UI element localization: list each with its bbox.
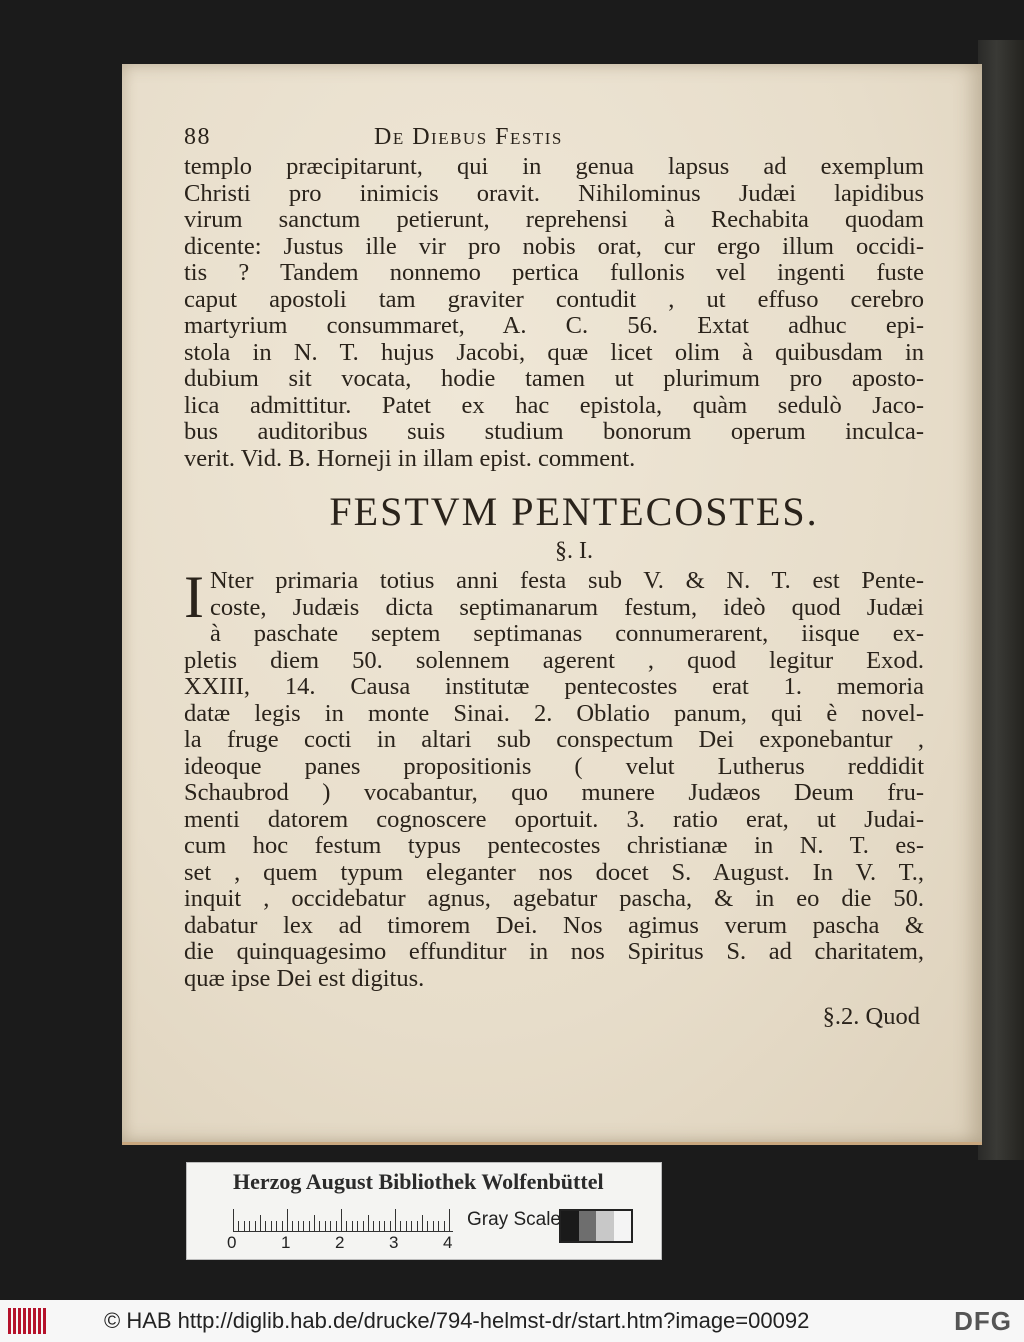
text-line: XXIII, 14. Causa institutæ pentecostes erat 1. memoria xyxy=(184,673,924,700)
running-head-title: De Diebus Festis xyxy=(374,124,563,150)
footer-copyright-link[interactable]: © HAB http://diglib.hab.de/drucke/794-helmst-dr/start.htm?image=00092 xyxy=(104,1308,810,1333)
ruler-tick xyxy=(406,1221,407,1231)
ruler-tick xyxy=(357,1221,358,1231)
text-line: dubium sit vocata, hodie tamen ut plurimum pro aposto- xyxy=(184,365,924,392)
text-line: la fruge cocti in altari sub conspectum Dei exponebantur , xyxy=(184,726,924,753)
text-line: Schaubrod ) vocabantur, quo munere Judæos Deum fru- xyxy=(184,779,924,806)
text-line: quæ ipse Dei est digitus. xyxy=(184,964,425,992)
ruler-tick xyxy=(346,1221,347,1231)
text-line: ideoque panes propositionis ( velut Lutherus reddidit xyxy=(184,752,924,780)
ruler-number: 4 xyxy=(443,1233,453,1252)
text-line: set , quem typum eleganter nos docet S. August. In V. T., xyxy=(184,858,924,886)
gray-swatch xyxy=(579,1211,597,1241)
ruler-tick xyxy=(255,1221,256,1231)
page-text xyxy=(184,120,924,1031)
text-line: datæ legis in monte Sinai. 2. Oblatio panum, qui è novel- xyxy=(184,699,924,727)
text-line: stola in N. T. hujus Jacobi, quæ licet olim à quibusdam in xyxy=(184,338,924,366)
text-line: die quinquagesimo effunditur in nos Spiritus S. ad charitatem, xyxy=(184,938,924,965)
ruler-tick xyxy=(303,1221,304,1231)
ruler-tick xyxy=(390,1221,391,1231)
drop-initial: I xyxy=(184,564,204,630)
ruler-tick xyxy=(319,1221,320,1231)
ruler-tick xyxy=(352,1221,353,1231)
gray-swatch xyxy=(561,1211,579,1241)
ruler-tick xyxy=(330,1221,331,1231)
text-line: Nter primaria totius anni festa sub V. & N. T. est Pente- xyxy=(209,567,924,594)
ruler-numbers xyxy=(227,1233,467,1253)
text-line: tis ? Tandem nonnemo pertica fullonis vel ingenti fuste xyxy=(184,259,924,286)
running-head xyxy=(184,120,924,154)
text-line: martyrium consummaret, A. C. 56. Extat adhuc epi- xyxy=(184,312,924,339)
gray-scale-label: Gray Scale xyxy=(467,1209,561,1230)
ruler-tick xyxy=(265,1221,266,1231)
text-line: pletis diem 50. solennem agerent , quod legitur Exod. xyxy=(184,646,924,674)
ruler-tick xyxy=(282,1221,283,1231)
ruler-number: 1 xyxy=(281,1233,291,1252)
ruler-tick xyxy=(325,1221,326,1231)
ruler-tick xyxy=(444,1221,445,1231)
ruler-tick xyxy=(368,1215,369,1231)
ruler-tick xyxy=(233,1209,234,1231)
text-line: coste, Judæis dicta septimanarum festum, ideò quod Judæi xyxy=(209,593,924,621)
ruler-tick xyxy=(373,1221,374,1231)
ruler-tick xyxy=(336,1221,337,1231)
ruler-tick xyxy=(260,1215,261,1231)
book-binding xyxy=(978,40,1024,1160)
gray-swatch xyxy=(596,1211,614,1241)
catchword: §.2. Quod xyxy=(822,1003,920,1030)
library-name: Herzog August Bibliothek Wolfenbüttel xyxy=(233,1169,604,1194)
text-line: à paschate septem septimanas connumerarent, iisque ex- xyxy=(209,620,924,647)
text-line: Christi pro inimicis oravit. Nihilominus Judæi lapidibus xyxy=(184,179,924,207)
ruler-tick xyxy=(395,1209,396,1231)
dfg-logo: DFG xyxy=(954,1306,1012,1336)
ruler-tick xyxy=(449,1209,450,1231)
ruler-tick xyxy=(314,1215,315,1231)
ruler-tick xyxy=(276,1221,277,1231)
section-title: FESTVM PENTECOSTES. xyxy=(329,489,819,534)
text-line: bus auditoribus suis studium bonorum operum inculca- xyxy=(184,418,924,445)
ruler-tick xyxy=(309,1221,310,1231)
ruler-tick xyxy=(427,1221,428,1231)
ruler-tick xyxy=(438,1221,439,1231)
text-line: virum sanctum petierunt, reprehensi à Rechabita quodam xyxy=(184,206,924,233)
page-number: 88 xyxy=(184,124,211,150)
gray-swatch xyxy=(614,1211,632,1241)
gray-scale-swatches xyxy=(559,1209,633,1243)
text-line: caput apostoli tam graviter contudit , ut effuso cerebro xyxy=(184,285,924,313)
ruler-tick xyxy=(249,1221,250,1231)
text-line: verit. Vid. B. Horneji in illam epist. comment. xyxy=(184,444,636,472)
hab-logo-icon xyxy=(8,1308,46,1334)
ruler-tick xyxy=(298,1221,299,1231)
body-paragraph xyxy=(184,564,924,992)
top-paragraph xyxy=(184,154,924,472)
ruler-number: 0 xyxy=(227,1233,237,1252)
color-calibration-bar xyxy=(186,1162,662,1260)
paragraph-mark: §. I. xyxy=(555,538,593,564)
ruler-scale xyxy=(233,1207,453,1232)
ruler-number: 3 xyxy=(389,1233,399,1252)
ruler-tick xyxy=(379,1221,380,1231)
ruler-tick xyxy=(433,1221,434,1231)
ruler-tick xyxy=(292,1221,293,1231)
ruler-tick xyxy=(363,1221,364,1231)
ruler-tick xyxy=(417,1221,418,1231)
ruler-tick xyxy=(411,1221,412,1231)
text-line: dabatur lex ad timorem Dei. Nos agimus verum pascha & xyxy=(184,911,924,939)
text-line: cum hoc festum typus pentecostes christianæ in N. T. es- xyxy=(184,832,924,859)
ruler-tick xyxy=(287,1209,288,1231)
ruler-number: 2 xyxy=(335,1233,345,1252)
footer-bar xyxy=(0,1300,1024,1342)
text-line: dicente: Justus ille vir pro nobis orat, cur ergo illum occidi- xyxy=(184,232,924,260)
text-line: inquit , occidebatur agnus, agebatur pascha, & in eo die 50. xyxy=(184,885,924,912)
text-line: menti datorem cognoscere oportuit. 3. ratio erat, ut Judai- xyxy=(184,805,924,833)
ruler-tick xyxy=(238,1221,239,1231)
ruler-tick xyxy=(341,1209,342,1231)
ruler-tick xyxy=(244,1221,245,1231)
ruler-tick xyxy=(271,1221,272,1231)
ruler-tick xyxy=(422,1215,423,1231)
text-line: templo præcipitarunt, qui in genua lapsus ad exemplum xyxy=(184,153,924,180)
text-line: lica admittitur. Patet ex hac epistola, quàm sedulò Jaco- xyxy=(184,391,924,419)
ruler-tick xyxy=(400,1221,401,1231)
ruler-tick xyxy=(384,1221,385,1231)
